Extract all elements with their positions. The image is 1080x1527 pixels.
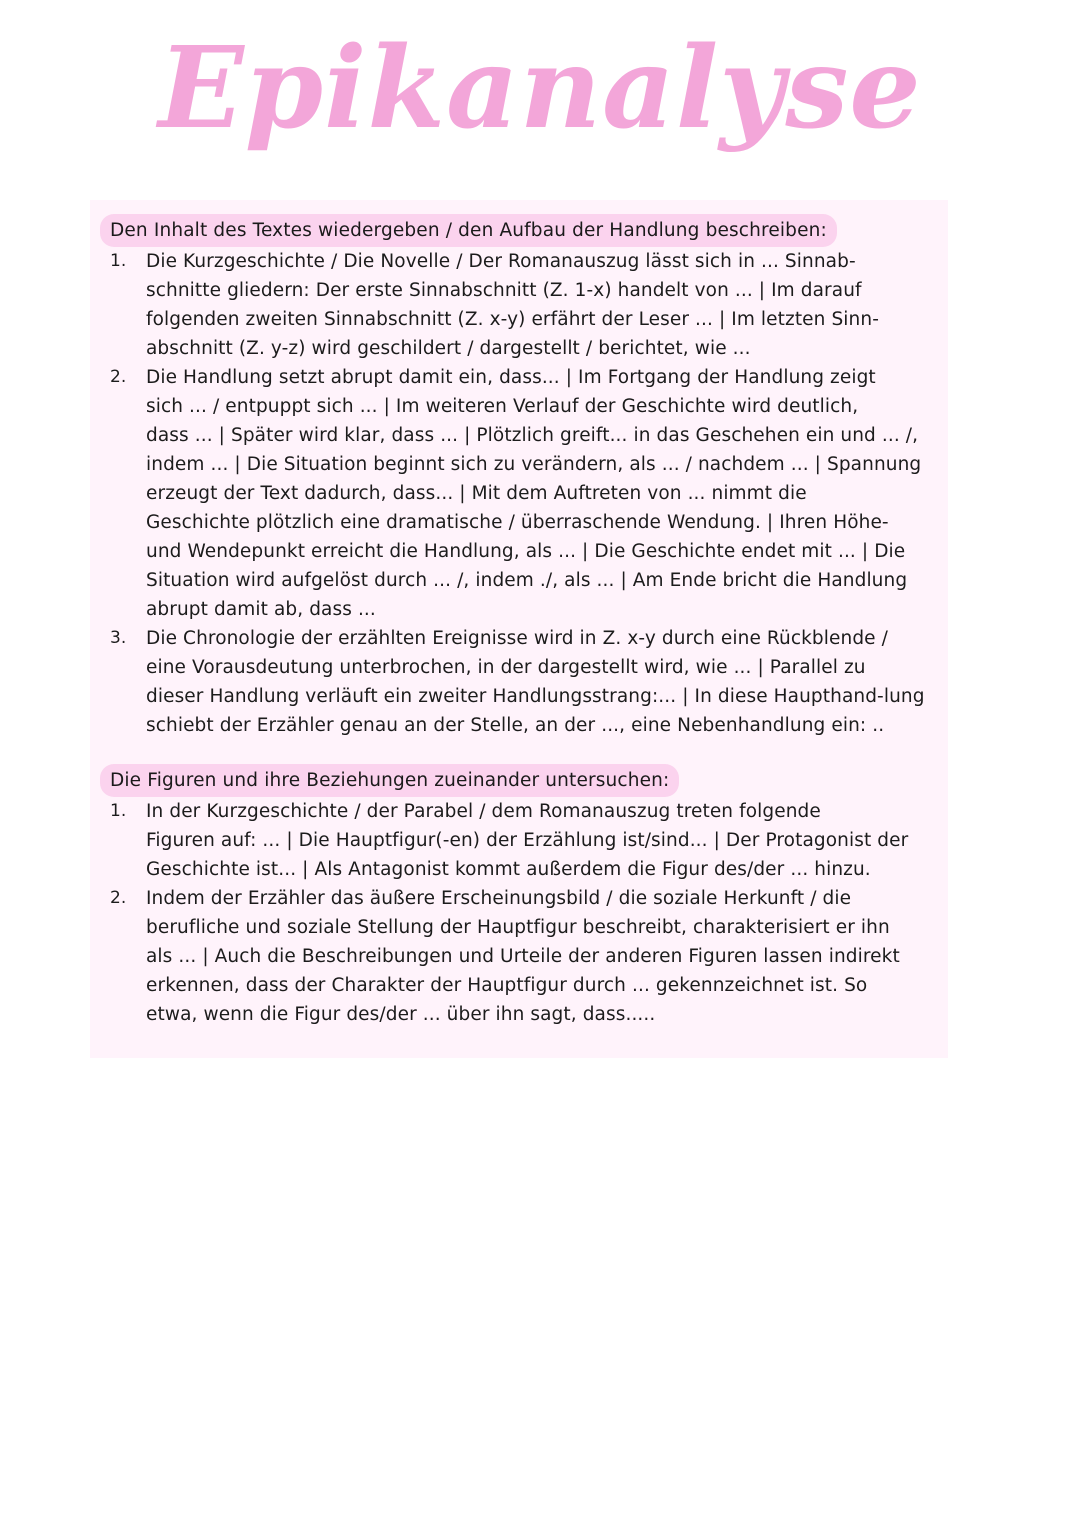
section-heading: Die Figuren und ihre Beziehungen zueinander untersuchen: [100, 764, 679, 797]
text-line: Figuren auf: ... | Die Hauptfigur(-en) der Erzählung ist/sind... | Der Protagonist der [146, 830, 909, 851]
page-title: Epikanalyse [158, 23, 922, 154]
text-line: schnitte gliedern: Der erste Sinnabschnitt (Z. 1-x) handelt von ... | Im darauf [146, 280, 862, 301]
text-line: folgenden zweiten Sinnabschnitt (Z. x-y) erfährt der Leser ... | Im letzten Sinn- [146, 309, 879, 330]
list-item [100, 363, 930, 624]
text-line: indem ... | Die Situation beginnt sich zu verändern, als ... / nachdem ... | Spannung [146, 454, 922, 475]
list-item [100, 797, 930, 884]
text-line: Geschichte ist... | Als Antagonist kommt außerdem die Figur des/der ... hinzu. [146, 859, 871, 880]
section-characters [100, 764, 930, 1029]
text-line: sich ... / entpuppt sich ... | Im weiteren Verlauf der Geschichte wird deutlich, [146, 396, 859, 417]
text-line: Geschichte plötzlich eine dramatische / überraschende Wendung. | Ihren Höhe- [146, 512, 889, 533]
list-item [100, 247, 930, 363]
text-line: und Wendepunkt erreicht die Handlung, als ... | Die Geschichte endet mit ... | Die [146, 541, 906, 562]
text-line: dieser Handlung verläuft ein zweiter Handlungsstrang:... | In diese Haupthand-lung [146, 686, 925, 707]
list-item [100, 884, 930, 1029]
list-number: 1. [110, 251, 127, 271]
text-line: dass ... | Später wird klar, dass ... | Plötzlich greift... in das Geschehen ein und ... /, [146, 425, 919, 446]
section-heading: Den Inhalt des Textes wiedergeben / den Aufbau der Handlung beschreiben: [100, 214, 837, 247]
text-line: eine Vorausdeutung unterbrochen, in der dargestellt wird, wie ... | Parallel zu [146, 657, 866, 678]
text-line: abrupt damit ab, dass ... [146, 599, 376, 620]
text-line: In der Kurzgeschichte / der Parabel / dem Romanauszug treten folgende [146, 801, 821, 822]
text-line: abschnitt (Z. y-z) wird geschildert / dargestellt / berichtet, wie ... [146, 338, 751, 359]
text-line: berufliche und soziale Stellung der Hauptfigur beschreibt, charakterisiert er ihn [146, 917, 890, 938]
list-number: 2. [110, 888, 127, 908]
text-line: etwa, wenn die Figur des/der ... über ihn sagt, dass..... [146, 1004, 656, 1025]
list-number: 3. [110, 628, 127, 648]
text-line: schiebt der Erzähler genau an der Stelle, an der ..., eine Nebenhandlung ein: .. [146, 715, 885, 736]
text-line: Die Handlung setzt abrupt damit ein, dass... | Im Fortgang der Handlung zeigt [146, 367, 876, 388]
list-number: 2. [110, 367, 127, 387]
list-number: 1. [110, 801, 127, 821]
list-item [100, 624, 930, 740]
numbered-list [100, 247, 930, 740]
text-line: Die Chronologie der erzählten Ereignisse wird in Z. x-y durch eine Rückblende / [146, 628, 888, 649]
text-line: erkennen, dass der Charakter der Hauptfigur durch ... gekennzeichnet ist. So [146, 975, 868, 996]
text-line: Situation wird aufgelöst durch ... /, indem ./, als ... | Am Ende bricht die Handlung [146, 570, 908, 591]
text-line: Indem der Erzähler das äußere Erscheinungsbild / die soziale Herkunft / die [146, 888, 852, 909]
text-line: als ... | Auch die Beschreibungen und Urteile der anderen Figuren lassen indirekt [146, 946, 900, 967]
text-line: erzeugt der Text dadurch, dass... | Mit dem Auftreten von ... nimmt die [146, 483, 807, 504]
text-line: Die Kurzgeschichte / Die Novelle / Der Romanauszug lässt sich in ... Sinnab- [146, 251, 856, 272]
numbered-list [100, 797, 930, 1029]
section-plot [100, 214, 930, 740]
